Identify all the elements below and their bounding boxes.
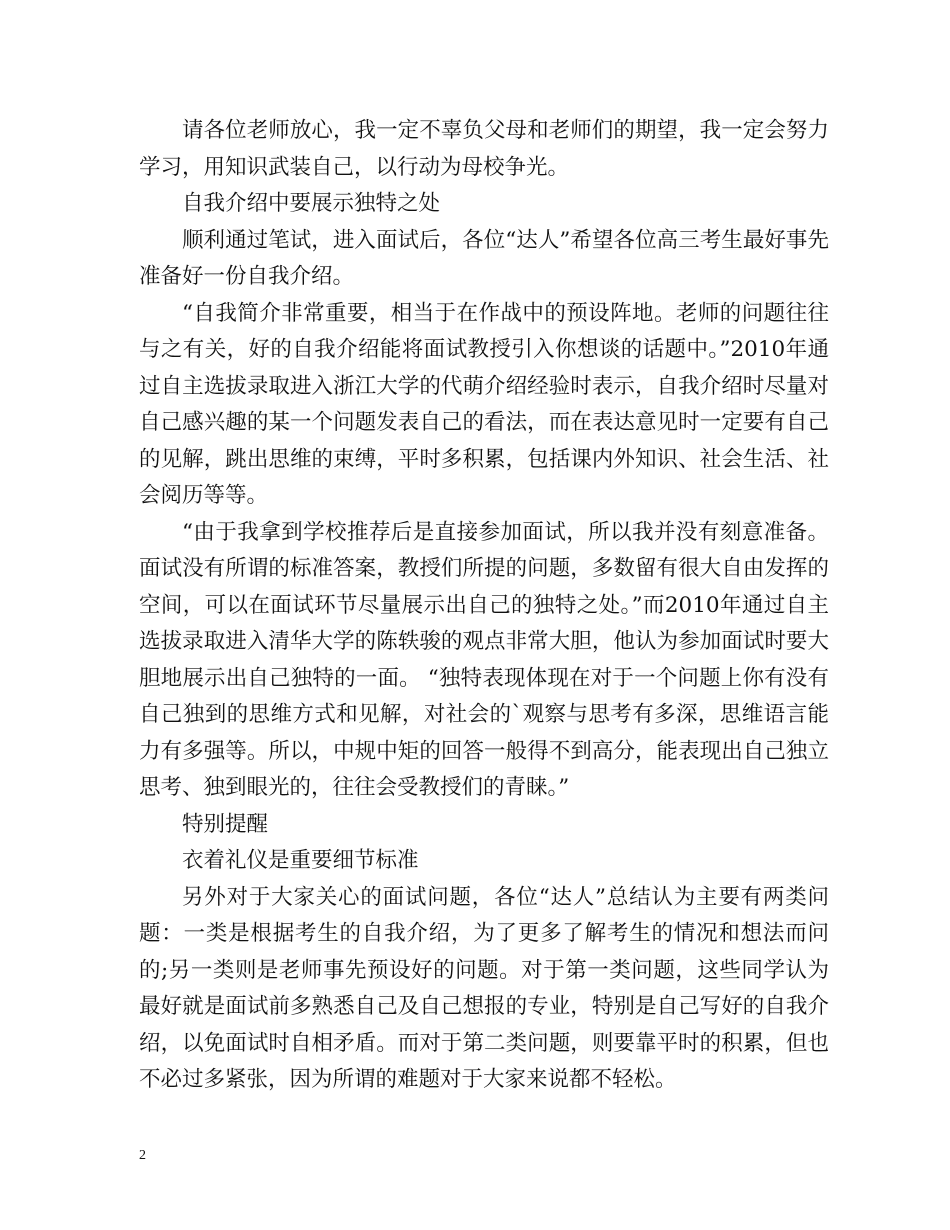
section-heading: 特别提醒: [182, 811, 269, 837]
paragraph: 请各位老师放心，我一定不辜负父母和老师们的期望，我一定会努力学习，用知识武装自己，以行动为母校争光。: [139, 118, 829, 180]
paragraph: 顺利通过笔试，进入面试后，各位“达人”希望各位高三考生最好事先准备好一份自我介绍。: [139, 227, 829, 289]
section-heading: 自我介绍中要展示独特之处: [182, 191, 441, 216]
paragraph: “由于我拿到学校推荐后是直接参加面试，所以我并没有刻意准备。面试没有所谓的标准答案，教授们所提的问题，多数留有很大自由发挥的空间，可以在面试环节尽量展示出自己的独特之处。”而2010年通过自主选拔录取进入清华大学的陈轶骏的观点非常大胆，他认为参加面试时要大胆地展示出自己独特的一面。 “独特表现体现在对于一个问题上你有没有自己独到的思维方式和见解，对社会的`观察与思考有多深，思维语言能力有多强等。所以，中规中矩的回答一般得不到高分，能表现出自己独立思考、独到眼光的，往往会受教授们的青睐。”: [139, 519, 829, 800]
page-number: 2: [139, 1148, 146, 1163]
paragraph: 另外对于大家关心的面试问题，各位“达人”总结认为主要有两类问题：一类是根据考生的自我介绍，为了更多了解考生的情况和想法而问的;另一类则是老师事先预设好的问题。对于第一类问题，这些同学认为最好就是面试前多熟悉自己及自己想报的专业，特别是自己写好的自我介绍，以免面试时自相矛盾。而对于第二类问题，则要靠平时的积累，但也不必过多紧张，因为所谓的难题对于大家来说都不轻松。: [139, 884, 829, 1092]
section-heading: 衣着礼仪是重要细节标准: [182, 848, 419, 873]
document-body: [139, 113, 829, 1099]
paragraph: “自我简介非常重要，相当于在作战中的预设阵地。老师的问题往往与之有关，好的自我介绍能将面试教授引入你想谈的话题中。”2010年通过自主选拔录取进入浙江大学的代萌介绍经验时表示，自我介绍时尽量对自己感兴趣的某一个问题发表自己的看法，而在表达意见时一定要有自己的见解，跳出思维的束缚，平时多积累，包括课内外知识、社会生活、社会阅历等等。: [139, 300, 829, 508]
